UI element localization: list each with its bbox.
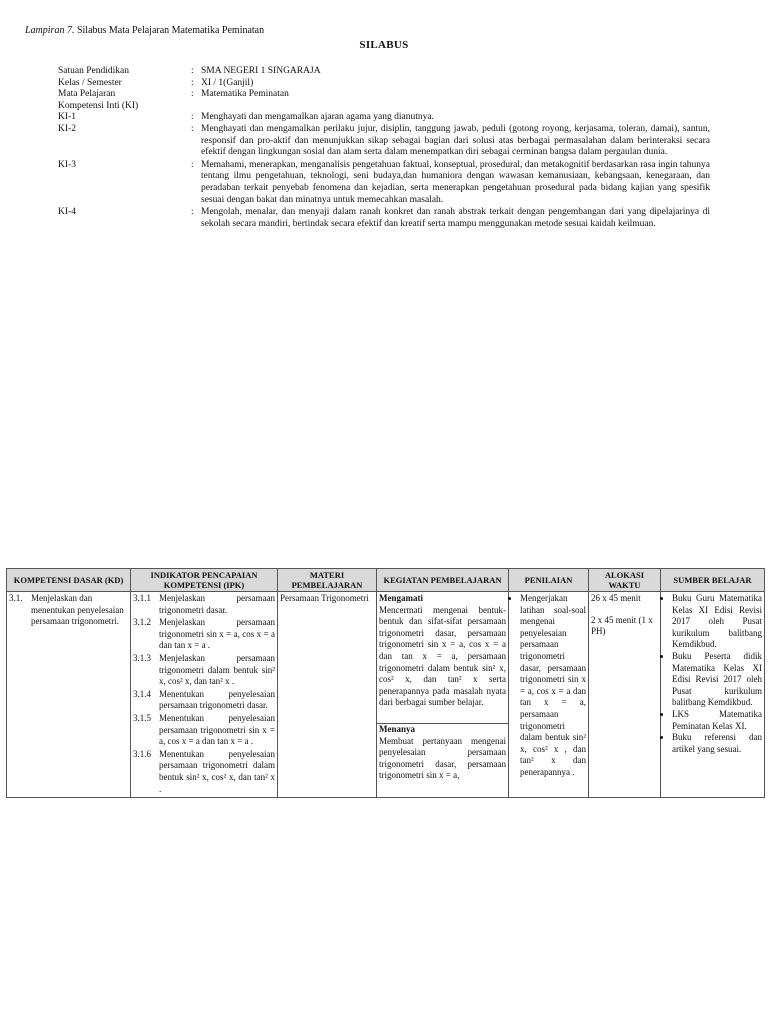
info-row-ki3 [58,160,710,206]
header-kegiatan: KEGIATAN PEMBELAJARAN [377,569,509,592]
ipk-item [133,689,275,712]
info-row-ki4 [58,207,710,230]
ipk-number: 3.1.4 [133,688,151,699]
table-row [7,592,765,798]
alokasi-ph: 2 x 45 menit (1 x PH) [591,614,653,637]
page-title: SILABUS [359,39,409,51]
info-label: Kompetensi Inti (KI) [58,100,139,111]
info-row-satuan [58,66,710,78]
info-row-ki1 [58,112,710,124]
kd-number: 3.1. [9,593,23,603]
table-header-row [7,569,765,592]
info-colon: : [191,66,194,76]
info-value: Menghayati dan mengamalkan ajaran agama yang dianutnya. [201,112,434,123]
info-colon: : [191,89,194,100]
info-value: Memahami, menerapkan, menganalisis pengetahuan faktual, konseptual, prosedural, dan metakognitif berdasarkan rasa ingin tahunya tentang ilmu pengetahuan, teknologi, seni budaya,dan humaniora dengan wawasan kemanusiaan, kebangsaan, kenegaraan, dan peradaban terkait penyebab fenomena dan kejadian, serta menerapkan pengetahuan prosedural pada bidang kajian yang spesifik sesuai dengan bakat dan minatnya untuk memecahkan masalah. [201,159,710,205]
ipk-number: 3.1.3 [133,652,151,663]
info-colon: : [191,207,194,218]
list-item: • Buku Peserta didik Matematika Kelas XI Edisi Revisi 2017 oleh Pusat kurikulum balitbang Kemdikbud. [672,651,762,709]
header-materi: MATERI PEMBELAJARAN [278,569,377,592]
ipk-number: 3.1.6 [133,748,151,759]
list-item: • Buku Guru Matematika Kelas XI Edisi Revisi 2017 oleh Pusat kurikulum balitbang Kemdikbud. [672,593,762,651]
list-item: • Mengerjakan latihan soal-soal mengenai penyelesaian persamaan trigonometri dasar, persamaan trigonometri sin x = a, cos x = a dan tan x = a, persamaan trigonometri dalam bentuk sin² x, cos² x , dan tan² x dan penerapannya . [520,593,586,779]
info-label: Mata Pelajaran [58,89,116,100]
list-item: • LKS Matematika Peminatan Kelas XI. [672,709,762,732]
info-row-ki2 [58,124,710,159]
info-label: Kelas / Semester [58,77,122,88]
info-value: Mengolah, menalar, dan menyaji dalam ranah konkret dan ranah abstrak terkait dengan pengembangan dari yang dipelajarinya di sekolah secara mandiri, bertindak secara efektif dan kreatif serta mampu menggunakan metode sesuai kaidah keilmuan. [201,207,710,229]
kegiatan-heading-mengamati: Mengamati [379,593,423,603]
ipk-text: Menjelaskan persamaan trigonometri sin x = a, cos x = a dan tan x = a . [159,617,275,651]
ipk-item [133,593,275,616]
cell-sumber [661,592,765,798]
info-row-kelas [58,78,710,90]
ipk-number: 3.1.1 [133,593,151,603]
kd-text: Menjelaskan dan menentukan penyelesaian persamaan trigonometri. [31,593,124,627]
info-label: KI-1 [58,112,76,123]
info-colon: : [191,77,194,88]
ipk-text: Menentukan penyelesaian persamaan trigonometri sin x = a, cos x = a dan tan x = a . [159,712,275,747]
header-ipk: INDIKATOR PENCAPAIAN KOMPETENSI (IPK) [131,569,278,592]
info-value: Menghayati dan mengamalkan perilaku jujur, disiplin, tanggung jawab, peduli (gotong royong, kerjasama, toleran, damai), santun, responsif dan pro-aktif dan menunjukkan sikap sebagai bagian dari solusi atas berbagai permasalahan dalam berinteraksi secara efektif dengan lingkungan sosial dan alam serta dalam menempatkan diri sebagai cerminan bangsa dalam pergaulan dunia. [201,123,710,158]
caption-label: Lampiran 7. [25,25,75,36]
materi-text: Persamaan Trigonometri [280,593,369,603]
kegiatan-heading-menanya: Menanya [379,723,415,734]
syllabus-table [6,568,765,798]
info-colon: : [191,159,194,170]
info-value: SMA NEGERI 1 SINGARAJA [201,66,321,76]
info-row-ki-heading [58,101,710,113]
cell-kd [7,592,131,798]
ipk-item [133,617,275,652]
caption [25,25,264,36]
header-alokasi: ALOKASI WAKTU [589,569,661,592]
info-row-mapel [58,89,710,101]
ipk-item [133,749,275,795]
kegiatan-text-menanya: Membuat pertanyaan mengenai penyelesaian persamaan trigonometri dasar, persamaan trigonometri sin x = a, [379,735,506,781]
ipk-number: 3.1.5 [133,712,151,723]
info-label: KI-2 [58,123,76,134]
kegiatan-text-mengamati: Mencermati mengenai bentuk-bentuk dan sifat-sifat persamaan trigonometri dasar, persamaan trigonometri sin x = a, cos x = a dan tan x = a, persamaan trigonometri dalam bentuk sin² x, cos² x, dan tan² x serta penerapannya pada masalah nyata dari berbagai sumber belajar. [379,604,506,708]
ipk-text: Menjelaskan persamaan trigonometri dalam bentuk sin² x, cos² x, dan tan² x . [159,652,275,687]
info-value: Matematika Peminatan [201,89,289,100]
alokasi-total: 26 x 45 menit [591,593,641,603]
ipk-text: Menentukan penyelesaian persamaan trigonometri dalam bentuk sin² x, cos² x, dan tan² x . [159,748,275,794]
list-item: • Buku referensi dan artikel yang sesuai. [672,732,762,755]
info-block [58,66,710,230]
ipk-item [133,713,275,748]
info-colon: : [191,112,194,123]
cell-penilaian [509,592,589,798]
cell-alokasi [589,592,661,798]
cell-kegiatan [377,592,509,798]
cell-ipk [131,592,278,798]
info-label: Satuan Pendidikan [58,66,129,76]
sumber-list [663,593,762,755]
info-value: XI / 1(Ganjil) [201,77,254,88]
info-colon: : [191,123,194,134]
ipk-text: Menentukan penyelesaian persamaan trigonometri dasar. [159,688,275,711]
info-label: KI-3 [58,159,76,170]
info-label: KI-4 [58,207,76,218]
ipk-number: 3.1.2 [133,617,151,628]
ipk-text: Menjelaskan persamaan trigonometri dasar. [159,593,275,615]
penilaian-list [511,593,586,779]
header-penilaian: PENILAIAN [509,569,589,592]
ipk-item [133,653,275,688]
caption-text: Silabus Mata Pelajaran Matematika Peminatan [76,25,265,36]
header-kd: KOMPETENSI DASAR (KD) [7,569,131,592]
cell-materi [278,592,377,798]
header-sumber: SUMBER BELAJAR [661,569,765,592]
